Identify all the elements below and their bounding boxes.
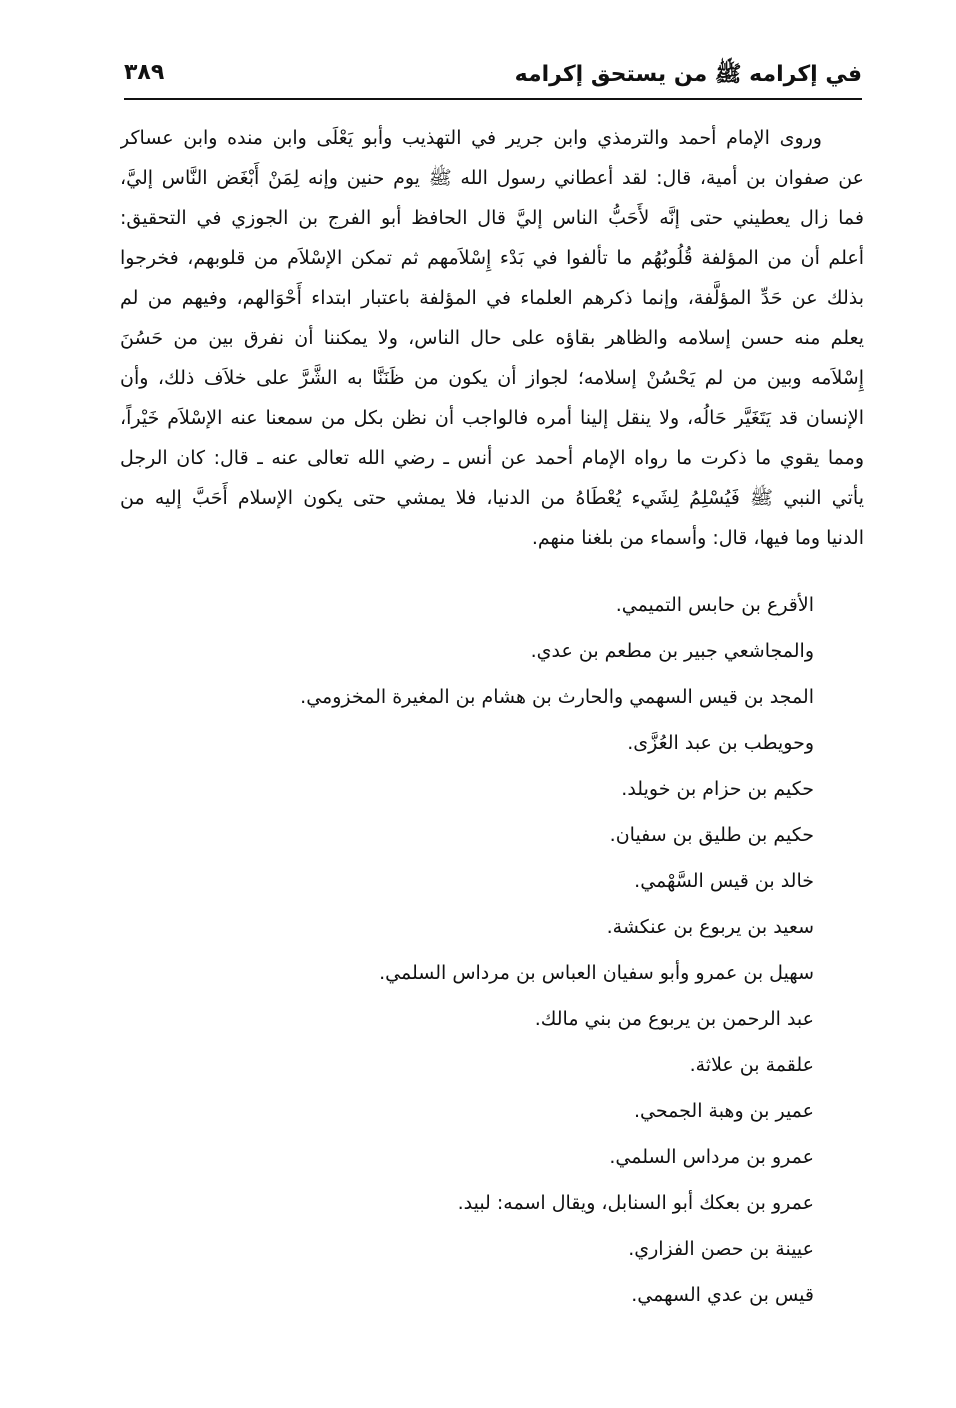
paragraph-line: إِسْلاَمه وبين من لم يَحْسُنْ إسلامه؛ لجواز أن يكون من ظَنَنَّا به الشَّرَّ على خلاَف ذلك، وأن [120, 367, 864, 389]
list-item: قيس بن عدي السهمي. [631, 1284, 814, 1306]
paragraph-line: فما زال يعطيني حتى إنَّه لأَحَبُّ الناس إليَّ قال الحافظ أبو الفرج بن الجوزي في التحقيق: [120, 207, 864, 229]
paragraph-line: الإنسان قد يَتَغَيَّر حَالُه، ولا ينقل إلينا أمره فالواجب أن نظن بكل من سمعنا عنه الإسْلاَم خَيْراً، [120, 407, 864, 429]
paragraph-line: ومما يقوي ما ذكرت ما رواه الإمام أحمد عن أنس ـ رضي الله تعالى عنه ـ قال: كان الرجل [120, 447, 864, 469]
list-item: عمرو بن مرداس السلمي. [609, 1146, 814, 1168]
names-list [114, 582, 814, 1318]
paragraph-line: أعلم أن من المؤلفة قُلُوبُهُم ما تألفوا في بَدْء إِسْلاَمهم ثم تمكن الإسْلاَم من قلوبهم، فخرجوا [120, 247, 864, 269]
paragraph-line: بذلك عن حَدِّ المؤلَّفة، وإنما ذكرهم العلماء في المؤلفة باعتبار ابتداء أَحْوَالهم، وفيهم من لم [120, 287, 864, 309]
list-item: سهيل بن عمرو وأبو سفيان العباس بن مرداس السلمي. [379, 962, 814, 984]
running-title: في إكرامه ﷺ من يستحق إكرامه [514, 62, 862, 87]
list-item: عبد الرحمن بن يربوع من بني مالك. [534, 1008, 814, 1030]
list-item: والمجاشعي جبير بن مطعم بن عدي. [530, 640, 814, 662]
paragraph-line: يعلم منه حسن إسلامه والظاهر بقاؤه على حال الناس، ولا يمكننا أن نفرق بين من حَسُنَ [120, 327, 864, 349]
paragraph-line: وروى الإمام أحمد والترمذي وابن جرير في التهذيب وأبو يَعْلَى وابن منده وابن عساكر [120, 127, 822, 149]
list-item: حكيم بن حزام بن خويلد. [621, 778, 814, 800]
main-paragraph [120, 118, 864, 558]
list-item: خالد بن قيس السَّهْمي. [634, 870, 814, 892]
list-item: علقمة بن علاثة. [689, 1054, 814, 1076]
list-item: المجد بن قيس السهمي والحارث بن هشام بن المغيرة المخزومي. [300, 686, 814, 708]
list-item: حكيم بن طليق بن سفيان. [609, 824, 814, 846]
paragraph-line: يأتي النبي ﷺ فَيُسْلِمُ لِشَيء يُعْطَاهُ من الدنيا، فلا يمشي حتى يكون الإسلام أَحَبَّ إليه من [120, 487, 864, 509]
page-number: ٣٨٩ [124, 60, 165, 85]
list-item: سعيد بن يربوع بن عنكشة. [606, 916, 814, 938]
list-item: عيينة بن حصن الفزاري. [628, 1238, 814, 1260]
list-item: عمير بن وهبة الجمحي. [634, 1100, 814, 1122]
list-item: وحويطب بن عبد العُزَّى. [627, 732, 814, 754]
page-header [124, 58, 862, 100]
list-item: عمرو بن بعكك أبو السنابل، ويقال اسمه: لبيد. [457, 1192, 814, 1214]
paragraph-line: الدنيا وما فيها، قال: وأسماء من بلغنا منهم. [531, 527, 864, 549]
list-item: الأقرع بن حابس التميمي. [615, 594, 814, 616]
paragraph-line: عن صفوان بن أمية، قال: لقد أعطاني رسول الله ﷺ يوم حنين وإنه لِمَنْ أَبْغَض النَّاس إليَّ، [120, 167, 864, 189]
